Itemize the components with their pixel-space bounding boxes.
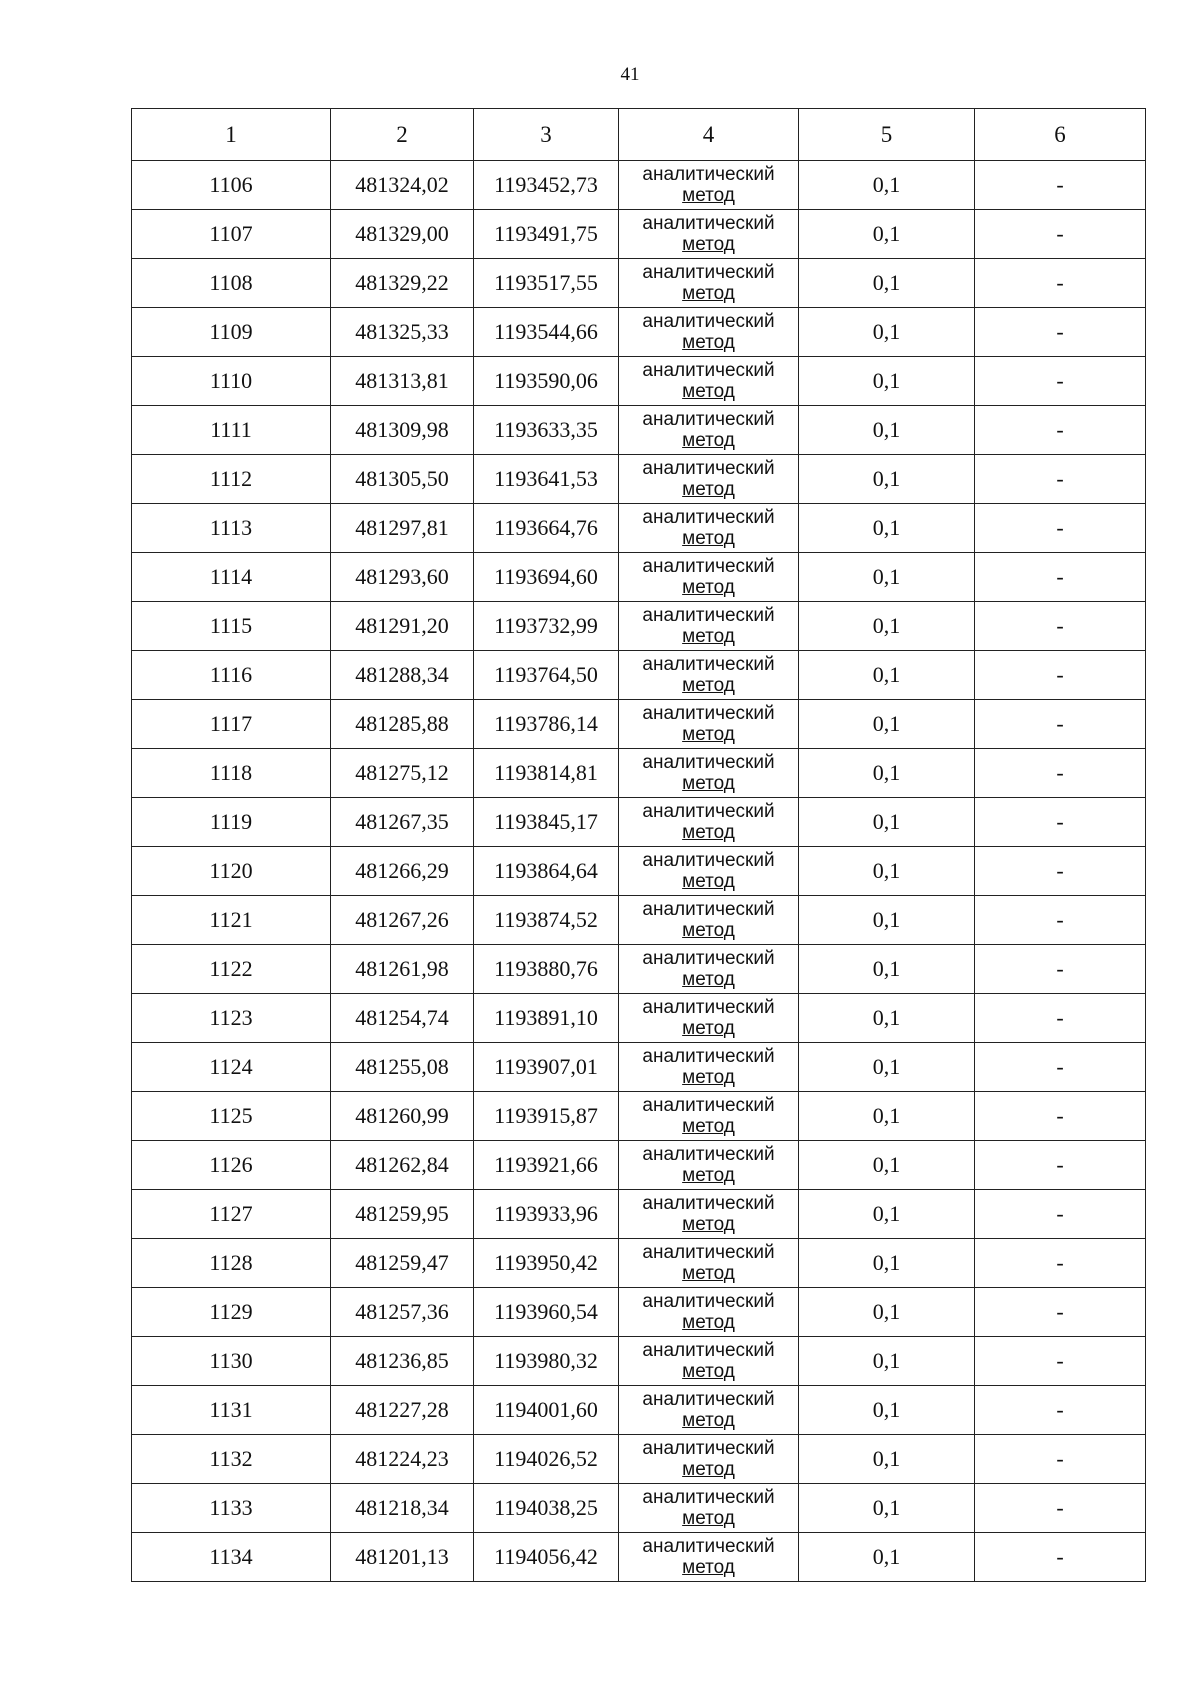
method-line-2: метод [682, 969, 735, 990]
x-coordinate-cell: 481262,84 [331, 1141, 474, 1190]
y-coordinate-cell: 1194056,42 [474, 1533, 619, 1582]
coordinates-table [131, 108, 1146, 1582]
table-row [132, 504, 1146, 553]
note-cell: - [975, 1288, 1146, 1337]
x-coordinate-cell: 481309,98 [331, 406, 474, 455]
point-number-cell: 1109 [132, 308, 331, 357]
table-row [132, 1435, 1146, 1484]
method-line-2: метод [682, 1214, 735, 1235]
method-line-1: аналитический [642, 360, 775, 381]
x-coordinate-cell: 481259,47 [331, 1239, 474, 1288]
y-coordinate-cell: 1193814,81 [474, 749, 619, 798]
method-line-1: аналитический [642, 801, 775, 822]
method-cell [619, 602, 799, 651]
method-line-1: аналитический [642, 850, 775, 871]
point-number-cell: 1112 [132, 455, 331, 504]
x-coordinate-cell: 481267,26 [331, 896, 474, 945]
table-row [132, 357, 1146, 406]
note-cell: - [975, 406, 1146, 455]
method-line-1: аналитический [642, 1095, 775, 1116]
note-cell: - [975, 1141, 1146, 1190]
accuracy-cell: 0,1 [799, 1239, 975, 1288]
method-line-1: аналитический [642, 948, 775, 969]
point-number-cell: 1120 [132, 847, 331, 896]
method-line-1: аналитический [642, 1291, 775, 1312]
method-cell [619, 455, 799, 504]
method-line-1: аналитический [642, 703, 775, 724]
note-cell: - [975, 161, 1146, 210]
table-row [132, 308, 1146, 357]
x-coordinate-cell: 481288,34 [331, 651, 474, 700]
method-line-2: метод [682, 1263, 735, 1284]
page-number: 41 [620, 64, 640, 85]
method-line-2: метод [682, 528, 735, 549]
point-number-cell: 1106 [132, 161, 331, 210]
accuracy-cell: 0,1 [799, 1043, 975, 1092]
method-cell [619, 504, 799, 553]
table-row [132, 1239, 1146, 1288]
accuracy-cell: 0,1 [799, 1533, 975, 1582]
y-coordinate-cell: 1194038,25 [474, 1484, 619, 1533]
method-line-2: метод [682, 920, 735, 941]
accuracy-cell: 0,1 [799, 1092, 975, 1141]
x-coordinate-cell: 481224,23 [331, 1435, 474, 1484]
table-row [132, 406, 1146, 455]
x-coordinate-cell: 481266,29 [331, 847, 474, 896]
point-number-cell: 1126 [132, 1141, 331, 1190]
method-line-1: аналитический [642, 605, 775, 626]
table-row [132, 161, 1146, 210]
note-cell: - [975, 1484, 1146, 1533]
method-line-1: аналитический [642, 507, 775, 528]
method-cell [619, 896, 799, 945]
x-coordinate-cell: 481267,35 [331, 798, 474, 847]
table-row [132, 847, 1146, 896]
y-coordinate-cell: 1193764,50 [474, 651, 619, 700]
accuracy-cell: 0,1 [799, 602, 975, 651]
x-coordinate-cell: 481329,00 [331, 210, 474, 259]
note-cell: - [975, 798, 1146, 847]
x-coordinate-cell: 481285,88 [331, 700, 474, 749]
note-cell: - [975, 553, 1146, 602]
x-coordinate-cell: 481227,28 [331, 1386, 474, 1435]
method-line-1: аналитический [642, 1536, 775, 1557]
accuracy-cell: 0,1 [799, 749, 975, 798]
method-cell [619, 994, 799, 1043]
table-row [132, 1386, 1146, 1435]
point-number-cell: 1114 [132, 553, 331, 602]
y-coordinate-cell: 1193933,96 [474, 1190, 619, 1239]
point-number-cell: 1129 [132, 1288, 331, 1337]
point-number-cell: 1123 [132, 994, 331, 1043]
table-row [132, 994, 1146, 1043]
x-coordinate-cell: 481291,20 [331, 602, 474, 651]
table-row [132, 602, 1146, 651]
note-cell: - [975, 994, 1146, 1043]
table-row [132, 798, 1146, 847]
accuracy-cell: 0,1 [799, 1288, 975, 1337]
accuracy-cell: 0,1 [799, 504, 975, 553]
method-line-1: аналитический [642, 1340, 775, 1361]
x-coordinate-cell: 481329,22 [331, 259, 474, 308]
method-line-1: аналитический [642, 1242, 775, 1263]
method-cell [619, 357, 799, 406]
x-coordinate-cell: 481201,13 [331, 1533, 474, 1582]
method-cell [619, 161, 799, 210]
y-coordinate-cell: 1193517,55 [474, 259, 619, 308]
y-coordinate-cell: 1193641,53 [474, 455, 619, 504]
accuracy-cell: 0,1 [799, 259, 975, 308]
method-cell [619, 945, 799, 994]
method-line-2: метод [682, 626, 735, 647]
method-line-1: аналитический [642, 997, 775, 1018]
method-line-2: метод [682, 430, 735, 451]
point-number-cell: 1121 [132, 896, 331, 945]
header-row [132, 109, 1146, 161]
note-cell: - [975, 1337, 1146, 1386]
x-coordinate-cell: 481255,08 [331, 1043, 474, 1092]
table-row [132, 1043, 1146, 1092]
accuracy-cell: 0,1 [799, 798, 975, 847]
table-row [132, 1288, 1146, 1337]
point-number-cell: 1113 [132, 504, 331, 553]
point-number-cell: 1124 [132, 1043, 331, 1092]
method-line-2: метод [682, 332, 735, 353]
method-line-2: метод [682, 234, 735, 255]
table-row [132, 553, 1146, 602]
table-row [132, 651, 1146, 700]
table-row [132, 700, 1146, 749]
method-line-2: метод [682, 1361, 735, 1382]
point-number-cell: 1128 [132, 1239, 331, 1288]
method-line-2: метод [682, 1410, 735, 1431]
method-cell [619, 1386, 799, 1435]
method-cell [619, 1043, 799, 1092]
method-line-2: метод [682, 479, 735, 500]
x-coordinate-cell: 481218,34 [331, 1484, 474, 1533]
point-number-cell: 1122 [132, 945, 331, 994]
point-number-cell: 1133 [132, 1484, 331, 1533]
method-line-2: метод [682, 1312, 735, 1333]
y-coordinate-cell: 1193590,06 [474, 357, 619, 406]
method-line-2: метод [682, 724, 735, 745]
method-line-2: метод [682, 185, 735, 206]
point-number-cell: 1131 [132, 1386, 331, 1435]
note-cell: - [975, 749, 1146, 798]
method-line-1: аналитический [642, 262, 775, 283]
y-coordinate-cell: 1193980,32 [474, 1337, 619, 1386]
y-coordinate-cell: 1194026,52 [474, 1435, 619, 1484]
point-number-cell: 1107 [132, 210, 331, 259]
method-line-2: метод [682, 1508, 735, 1529]
note-cell: - [975, 357, 1146, 406]
accuracy-cell: 0,1 [799, 1337, 975, 1386]
note-cell: - [975, 1533, 1146, 1582]
y-coordinate-cell: 1193694,60 [474, 553, 619, 602]
note-cell: - [975, 602, 1146, 651]
accuracy-cell: 0,1 [799, 651, 975, 700]
x-coordinate-cell: 481261,98 [331, 945, 474, 994]
accuracy-cell: 0,1 [799, 1484, 975, 1533]
method-line-2: метод [682, 577, 735, 598]
method-cell [619, 1141, 799, 1190]
method-line-1: аналитический [642, 556, 775, 577]
accuracy-cell: 0,1 [799, 553, 975, 602]
table-row [132, 1533, 1146, 1582]
y-coordinate-cell: 1193960,54 [474, 1288, 619, 1337]
method-cell [619, 1288, 799, 1337]
table-row [132, 1141, 1146, 1190]
x-coordinate-cell: 481325,33 [331, 308, 474, 357]
accuracy-cell: 0,1 [799, 1435, 975, 1484]
method-cell [619, 749, 799, 798]
accuracy-cell: 0,1 [799, 700, 975, 749]
y-coordinate-cell: 1193544,66 [474, 308, 619, 357]
x-coordinate-cell: 481313,81 [331, 357, 474, 406]
point-number-cell: 1132 [132, 1435, 331, 1484]
method-line-2: метод [682, 283, 735, 304]
point-number-cell: 1130 [132, 1337, 331, 1386]
method-cell [619, 1092, 799, 1141]
point-number-cell: 1111 [132, 406, 331, 455]
y-coordinate-cell: 1193874,52 [474, 896, 619, 945]
column-header-4: 4 [619, 109, 799, 161]
method-cell [619, 1435, 799, 1484]
note-cell: - [975, 651, 1146, 700]
accuracy-cell: 0,1 [799, 1141, 975, 1190]
x-coordinate-cell: 481324,02 [331, 161, 474, 210]
accuracy-cell: 0,1 [799, 357, 975, 406]
table-body [132, 161, 1146, 1582]
accuracy-cell: 0,1 [799, 896, 975, 945]
method-cell [619, 259, 799, 308]
x-coordinate-cell: 481254,74 [331, 994, 474, 1043]
method-cell [619, 1239, 799, 1288]
table-row [132, 455, 1146, 504]
method-cell [619, 798, 799, 847]
method-line-2: метод [682, 871, 735, 892]
point-number-cell: 1125 [132, 1092, 331, 1141]
y-coordinate-cell: 1193907,01 [474, 1043, 619, 1092]
method-line-2: метод [682, 1557, 735, 1578]
note-cell: - [975, 259, 1146, 308]
accuracy-cell: 0,1 [799, 945, 975, 994]
column-header-2: 2 [331, 109, 474, 161]
note-cell: - [975, 945, 1146, 994]
method-line-2: метод [682, 1459, 735, 1480]
y-coordinate-cell: 1193891,10 [474, 994, 619, 1043]
accuracy-cell: 0,1 [799, 1386, 975, 1435]
accuracy-cell: 0,1 [799, 406, 975, 455]
method-line-1: аналитический [642, 1046, 775, 1067]
x-coordinate-cell: 481297,81 [331, 504, 474, 553]
method-cell [619, 651, 799, 700]
method-line-2: метод [682, 1116, 735, 1137]
method-line-1: аналитический [642, 1193, 775, 1214]
y-coordinate-cell: 1193880,76 [474, 945, 619, 994]
method-line-1: аналитический [642, 164, 775, 185]
column-header-3: 3 [474, 109, 619, 161]
point-number-cell: 1117 [132, 700, 331, 749]
y-coordinate-cell: 1193633,35 [474, 406, 619, 455]
note-cell: - [975, 700, 1146, 749]
note-cell: - [975, 210, 1146, 259]
y-coordinate-cell: 1193864,64 [474, 847, 619, 896]
method-line-1: аналитический [642, 1487, 775, 1508]
y-coordinate-cell: 1194001,60 [474, 1386, 619, 1435]
method-cell [619, 847, 799, 896]
note-cell: - [975, 847, 1146, 896]
method-line-1: аналитический [642, 311, 775, 332]
note-cell: - [975, 1190, 1146, 1239]
y-coordinate-cell: 1193732,99 [474, 602, 619, 651]
accuracy-cell: 0,1 [799, 308, 975, 357]
point-number-cell: 1116 [132, 651, 331, 700]
method-line-2: метод [682, 1067, 735, 1088]
method-line-1: аналитический [642, 654, 775, 675]
table-row [132, 259, 1146, 308]
method-cell [619, 1190, 799, 1239]
accuracy-cell: 0,1 [799, 455, 975, 504]
table-row [132, 1484, 1146, 1533]
method-line-1: аналитический [642, 213, 775, 234]
y-coordinate-cell: 1193950,42 [474, 1239, 619, 1288]
method-cell [619, 308, 799, 357]
method-cell [619, 1337, 799, 1386]
y-coordinate-cell: 1193915,87 [474, 1092, 619, 1141]
column-header-1: 1 [132, 109, 331, 161]
x-coordinate-cell: 481275,12 [331, 749, 474, 798]
table-row [132, 749, 1146, 798]
method-line-2: метод [682, 675, 735, 696]
table-row [132, 896, 1146, 945]
note-cell: - [975, 455, 1146, 504]
x-coordinate-cell: 481259,95 [331, 1190, 474, 1239]
point-number-cell: 1110 [132, 357, 331, 406]
note-cell: - [975, 1435, 1146, 1484]
table-row [132, 210, 1146, 259]
method-line-1: аналитический [642, 899, 775, 920]
y-coordinate-cell: 1193452,73 [474, 161, 619, 210]
table-row [132, 1092, 1146, 1141]
method-cell [619, 406, 799, 455]
method-cell [619, 1484, 799, 1533]
note-cell: - [975, 308, 1146, 357]
point-number-cell: 1118 [132, 749, 331, 798]
note-cell: - [975, 1043, 1146, 1092]
column-header-5: 5 [799, 109, 975, 161]
method-cell [619, 553, 799, 602]
y-coordinate-cell: 1193664,76 [474, 504, 619, 553]
method-line-2: метод [682, 1018, 735, 1039]
method-cell [619, 700, 799, 749]
accuracy-cell: 0,1 [799, 1190, 975, 1239]
note-cell: - [975, 504, 1146, 553]
method-cell [619, 210, 799, 259]
method-line-2: метод [682, 822, 735, 843]
method-line-1: аналитический [642, 752, 775, 773]
method-line-1: аналитический [642, 1144, 775, 1165]
y-coordinate-cell: 1193786,14 [474, 700, 619, 749]
y-coordinate-cell: 1193921,66 [474, 1141, 619, 1190]
note-cell: - [975, 1386, 1146, 1435]
x-coordinate-cell: 481260,99 [331, 1092, 474, 1141]
point-number-cell: 1115 [132, 602, 331, 651]
method-line-1: аналитический [642, 1438, 775, 1459]
note-cell: - [975, 896, 1146, 945]
accuracy-cell: 0,1 [799, 210, 975, 259]
method-line-1: аналитический [642, 409, 775, 430]
x-coordinate-cell: 481236,85 [331, 1337, 474, 1386]
table-row [132, 1337, 1146, 1386]
method-line-2: метод [682, 381, 735, 402]
column-header-6: 6 [975, 109, 1146, 161]
method-line-1: аналитический [642, 458, 775, 479]
y-coordinate-cell: 1193845,17 [474, 798, 619, 847]
accuracy-cell: 0,1 [799, 161, 975, 210]
table-row [132, 945, 1146, 994]
x-coordinate-cell: 481257,36 [331, 1288, 474, 1337]
point-number-cell: 1127 [132, 1190, 331, 1239]
method-cell [619, 1533, 799, 1582]
method-line-2: метод [682, 773, 735, 794]
x-coordinate-cell: 481293,60 [331, 553, 474, 602]
table-row [132, 1190, 1146, 1239]
note-cell: - [975, 1092, 1146, 1141]
x-coordinate-cell: 481305,50 [331, 455, 474, 504]
point-number-cell: 1119 [132, 798, 331, 847]
method-line-1: аналитический [642, 1389, 775, 1410]
method-line-2: метод [682, 1165, 735, 1186]
accuracy-cell: 0,1 [799, 994, 975, 1043]
y-coordinate-cell: 1193491,75 [474, 210, 619, 259]
accuracy-cell: 0,1 [799, 847, 975, 896]
note-cell: - [975, 1239, 1146, 1288]
point-number-cell: 1134 [132, 1533, 331, 1582]
point-number-cell: 1108 [132, 259, 331, 308]
